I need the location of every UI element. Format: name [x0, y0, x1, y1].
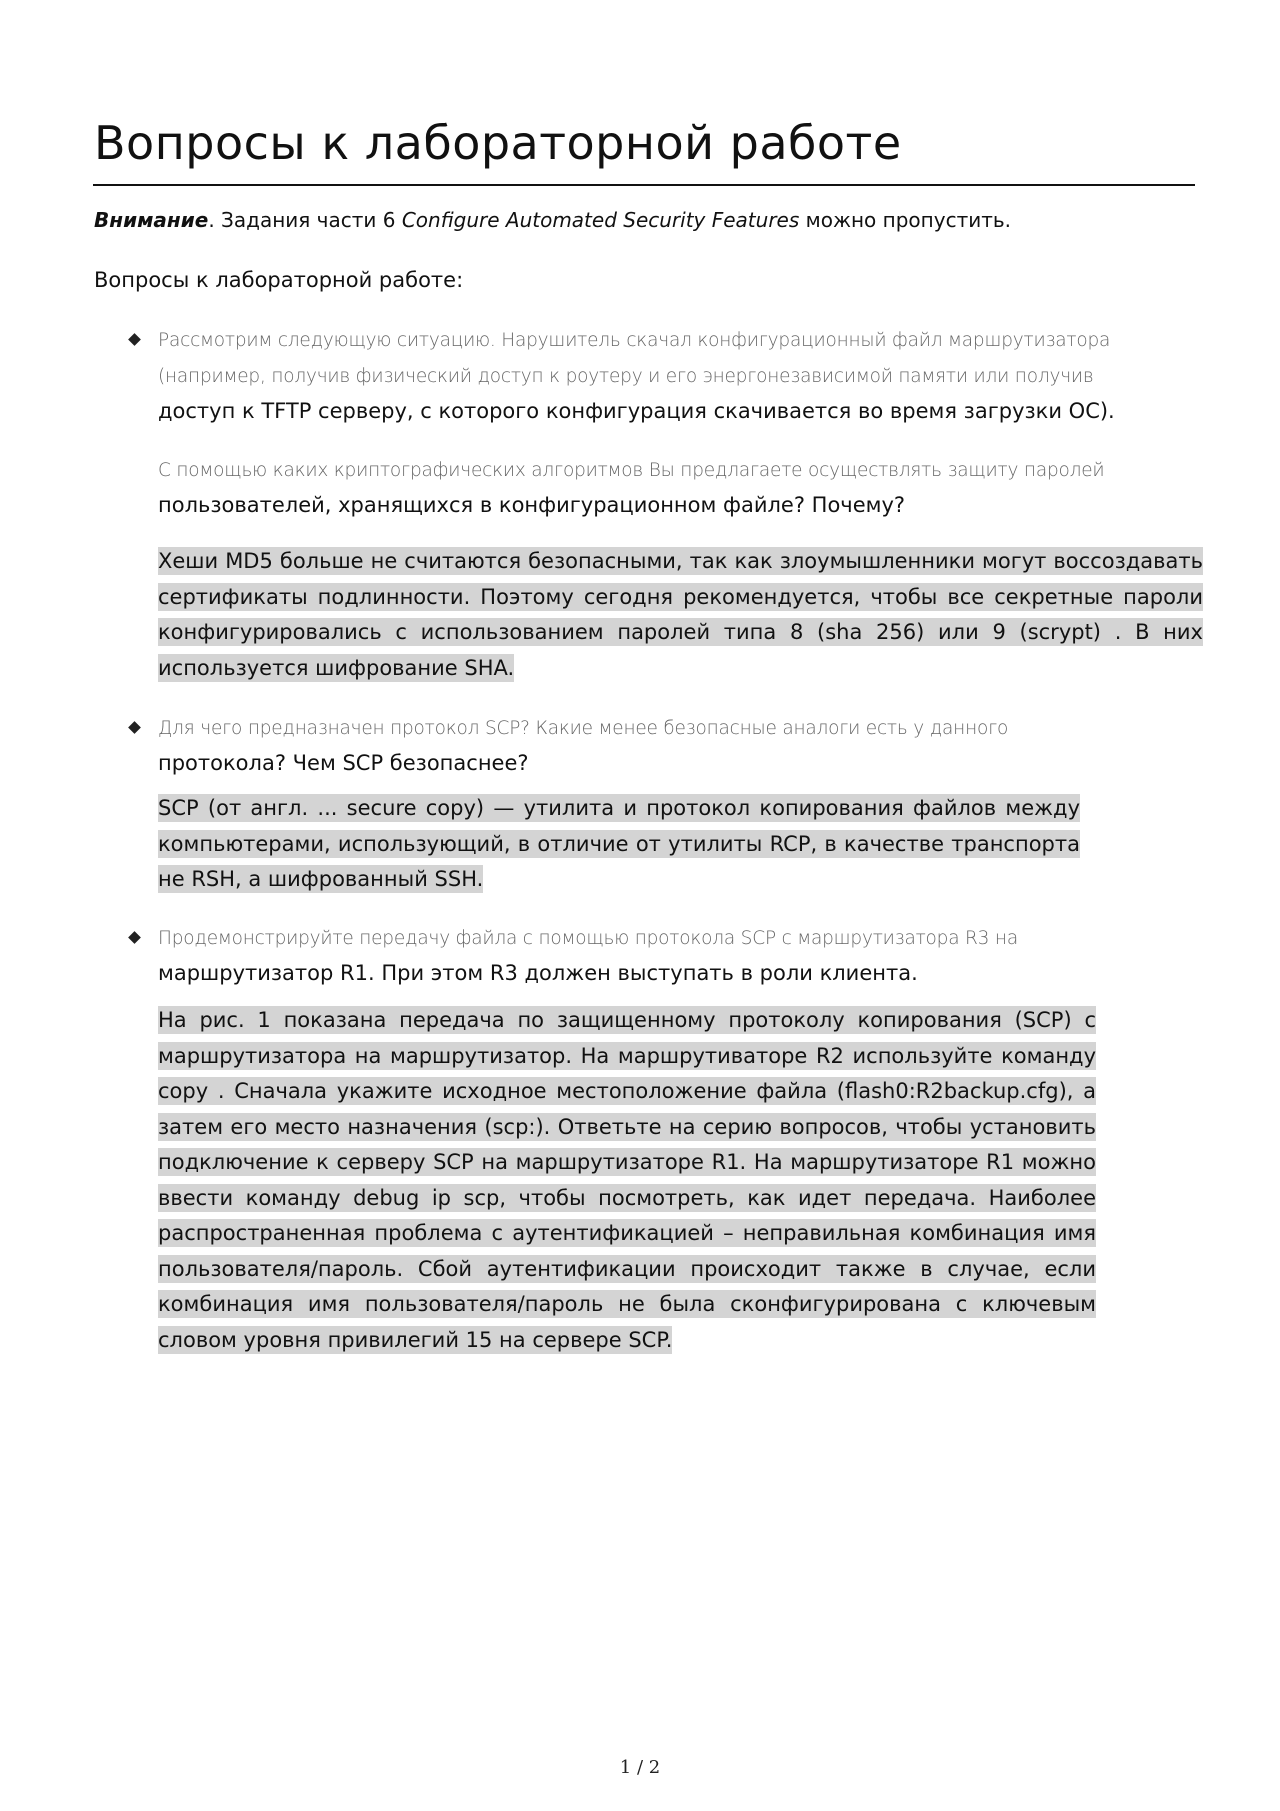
attention-text-before: . Задания части 6: [208, 208, 402, 232]
attention-note: [94, 208, 1011, 232]
title-divider: [93, 184, 1195, 186]
question-1-sub-line-2: пользователей, хранящихся в конфигурационном файле? Почему?: [158, 493, 906, 517]
answer-2-text: SCP (от англ. ... secure copy) — утилита и протокол копирования файлов между компьютерами, использующий, в отличие от утилиты RCP, в качестве транспорта не RSH, а шифрованный SSH.: [158, 796, 1080, 891]
question-1-sub-line-1: С помощью каких криптографических алгоритмов Вы предлагаете осуществлять защиту паролей: [158, 460, 1105, 481]
question-2: [158, 710, 1218, 781]
bullet-icon: [128, 931, 141, 944]
answer-3-text: На рис. 1 показана передача по защищенному протоколу копирования (SCP) с маршрутизатора на маршрутизатор. На маршрутиваторе R2 используйте команду copy . Сначала укажите исходное местоположение файла (flash0:R2backup.cfg), а затем его место назначения (scp:). Ответьте на серию вопросов, чтобы установить подключение к серверу SCP на маршрутизаторе R1. На маршрутизаторе R1 можно ввести команду debug ip scp, чтобы посмотреть, как идет передача. Наиболее распространенная проблема с аутентификацией – неправильная комбинация имя пользователя/пароль. Сбой аутентификации происходит также в случае, если комбинация имя пользователя/пароль не была сконфигурирована с ключевым словом уровня привилегий 15 на сервере SCP.: [158, 1008, 1096, 1352]
question-1-line-2: (например, получив физический доступ к роутеру и его энергонезависимой памяти или получив: [158, 366, 1094, 387]
question-1-sub: [158, 452, 1218, 523]
question-2-line-2: протокола? Чем SCP безопаснее?: [158, 751, 529, 775]
question-3-line-2: маршрутизатор R1. При этом R3 должен выступать в роли клиента.: [158, 961, 918, 985]
page-title: Вопросы к лабораторной работе: [94, 116, 902, 170]
bullet-icon: [128, 721, 141, 734]
page-number: 1 / 2: [619, 1757, 661, 1778]
question-3: [158, 920, 1218, 991]
question-1: [158, 322, 1218, 429]
question-1-line-1: Рассмотрим следующую ситуацию. Нарушитель скачал конфигурационный файл маршрутизатора: [158, 330, 1111, 351]
bullet-icon: [128, 333, 141, 346]
answer-3: [158, 1003, 1096, 1358]
attention-emphasis: Configure Automated Security Features: [401, 208, 800, 232]
answer-2: [158, 791, 1080, 898]
intro-text: Вопросы к лабораторной работе:: [94, 268, 464, 292]
answer-1: [158, 544, 1203, 686]
question-1-line-3: доступ к TFTP серверу, с которого конфигурация скачивается во время загрузки ОС).: [158, 399, 1115, 423]
attention-label: Внимание: [94, 208, 209, 232]
question-2-line-1: Для чего предназначен протокол SCP? Какие менее безопасные аналоги есть у данного: [158, 718, 1009, 739]
answer-1-text: Хеши MD5 больше не считаются безопасными, так как злоумышленники могут воссоздавать сертификаты подлинности. Поэтому сегодня рекомендуется, чтобы все секретные пароли конфигурировались с использованием паролей типа 8 (sha 256) или 9 (scrypt) . В них используется шифрование SHA.: [158, 549, 1203, 680]
attention-text-after: можно пропустить.: [799, 208, 1012, 232]
question-3-line-1: Продемонстрируйте передачу файла с помощью протокола SCP с маршрутизатора R3 на: [158, 928, 1018, 949]
